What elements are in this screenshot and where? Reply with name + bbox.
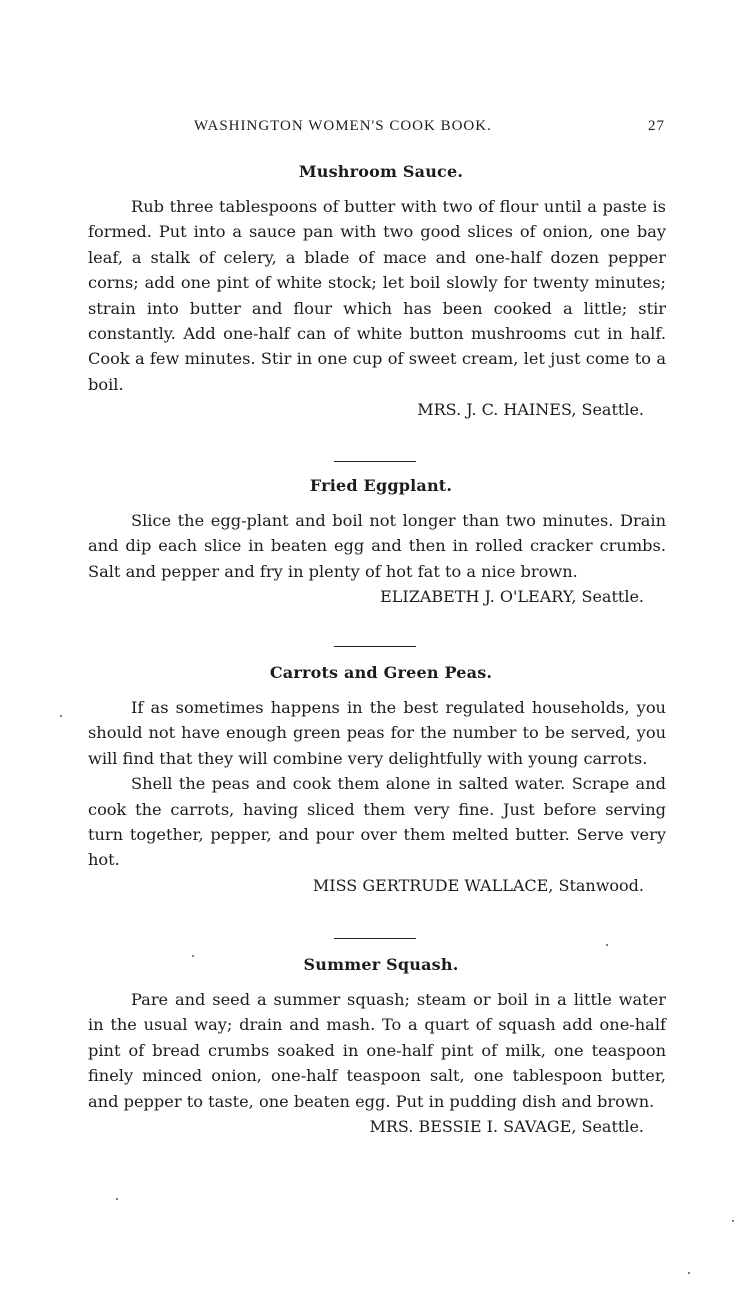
recipe-signature: MISS GERTRUDE WALLACE, Stanwood. [312, 875, 644, 895]
recipe-paragraph: Pare and seed a summer squash; steam or boil in a little water in the usual way; drain and mash. To a quart of squash add one-half pint of bread crumbs soaked in one-half pint of milk, one teaspoon finely minced onion, one-half teaspoon salt, one tablespoon butter, and pepper to taste, one beaten egg. Put in pudding dish and brown. [88, 990, 666, 1111]
recipe-signature: MRS. J. C. HAINES, Seattle. [417, 400, 644, 420]
recipe-paragraph: Rub three tablespoons of butter with two of flour until a paste is formed. Put into a sauce pan with two good slices of onion, one bay leaf, a stalk of celery, a blade of mace and one-half dozen pepper corns; add one pint of white stock; let boil slowly for twenty minutes; strain into butter and flour which has been cooked a little; stir constantly. Add one-half can of white button mushrooms cut in half. Cook a few minutes. Stir in one cup of sweet cream, let just come to a boil. [88, 197, 666, 394]
print-speck [116, 1198, 118, 1200]
recipe-paragraph: Shell the peas and cook them alone in salted water. Scrape and cook the carrots, having sliced them very fine. Just before serving turn together, pepper, and pour over them melted butter. Serve very hot. [88, 774, 666, 870]
running-title: WASHINGTON WOMEN'S COOK BOOK. [194, 118, 492, 134]
recipe-fried-eggplant [88, 476, 666, 609]
print-speck [732, 1220, 734, 1222]
recipe-carrots-and-green-peas [88, 663, 666, 898]
print-speck [688, 1272, 690, 1274]
print-speck [60, 715, 62, 717]
recipe-title: Fried Eggplant. [309, 476, 453, 495]
recipe-signature: ELIZABETH J. O'LEARY, Seattle. [380, 587, 644, 607]
page-number: 27 [648, 118, 665, 134]
recipe-summer-squash [88, 955, 666, 1139]
print-speck [606, 944, 608, 946]
running-head [90, 118, 665, 140]
recipe-mushroom-sauce [88, 162, 666, 422]
recipe-title: Summer Squash. [303, 955, 459, 974]
recipe-paragraph: If as sometimes happens in the best regulated households, you should not have enough green peas for the number to be served, you will find that they will combine very delightfully with young carrots. [88, 698, 666, 768]
recipe-title: Mushroom Sauce. [298, 162, 464, 181]
recipe-paragraph: Slice the egg-plant and boil not longer than two minutes. Drain and dip each slice in beaten egg and then in rolled cracker crumbs. Salt and pepper and fry in plenty of hot fat to a nice brown. [88, 511, 666, 581]
section-divider [334, 646, 416, 647]
section-divider [334, 938, 416, 939]
section-divider [334, 461, 416, 462]
recipe-title: Carrots and Green Peas. [269, 663, 493, 682]
recipe-signature: MRS. BESSIE I. SAVAGE, Seattle. [369, 1117, 644, 1137]
print-speck [192, 955, 194, 957]
